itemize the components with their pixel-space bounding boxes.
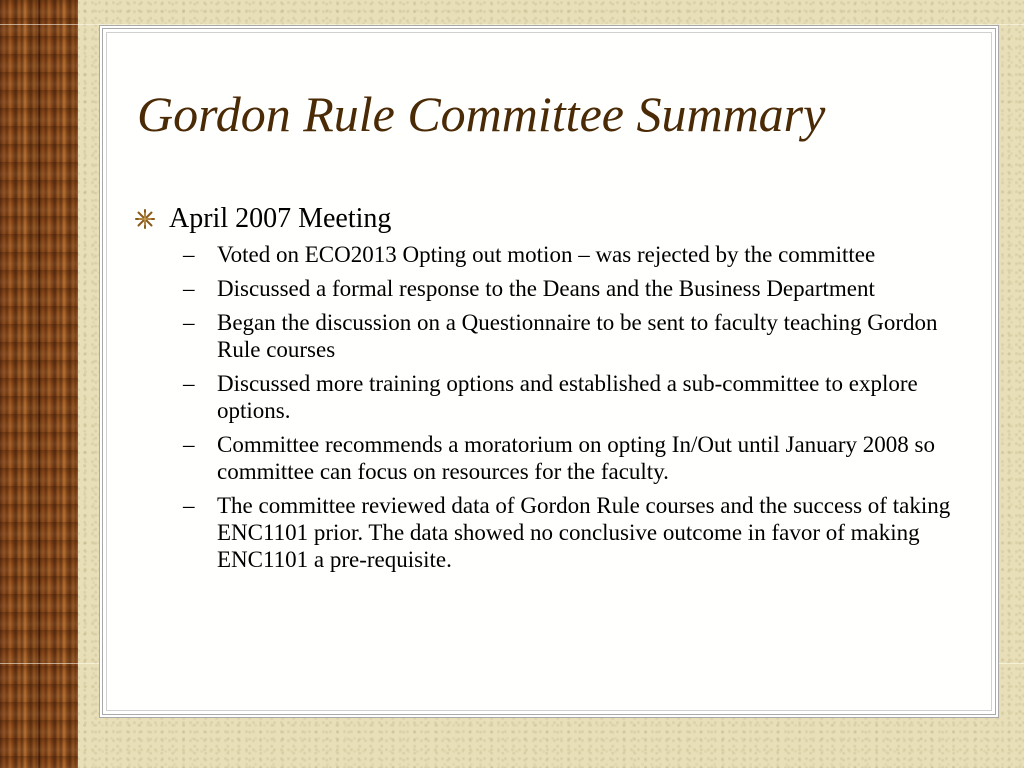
list-item bbox=[183, 275, 985, 302]
list-item-text: Began the discussion on a Questionnaire to be sent to faculty teaching Gordon Rule courses bbox=[217, 310, 938, 362]
list-item bbox=[183, 370, 985, 424]
list-item-text: Voted on ECO2013 Opting out motion – was rejected by the committee bbox=[217, 242, 876, 267]
dash-marker: – bbox=[183, 432, 195, 457]
list-item-text: The committee reviewed data of Gordon Rule courses and the success of taking ENC1101 prior. The data showed no conclusive outcome in favor of making ENC1101 a pre-requisite. bbox=[217, 493, 951, 572]
wood-texture-strip bbox=[0, 0, 78, 768]
sub-bullet-list bbox=[135, 241, 985, 573]
dash-marker: – bbox=[183, 493, 195, 518]
list-item-text: Discussed more training options and established a sub-committee to explore options. bbox=[217, 371, 918, 423]
dash-marker: – bbox=[183, 276, 195, 301]
slide-title: Gordon Rule Committee Summary bbox=[137, 86, 826, 142]
dash-marker: – bbox=[183, 310, 195, 335]
list-item bbox=[183, 492, 985, 573]
meeting-heading: April 2007 Meeting bbox=[169, 203, 392, 234]
slide-inner bbox=[106, 32, 992, 711]
list-item bbox=[183, 309, 985, 363]
list-item bbox=[183, 431, 985, 485]
slide-content bbox=[135, 203, 985, 580]
bullet-level-1 bbox=[135, 203, 985, 235]
star-burst-icon bbox=[135, 209, 155, 229]
list-item bbox=[183, 241, 985, 268]
slide-frame bbox=[99, 25, 999, 718]
list-item-text: Committee recommends a moratorium on opting In/Out until January 2008 so committee can focus on resources for the faculty. bbox=[217, 432, 935, 484]
wood-seam bbox=[38, 0, 40, 768]
dash-marker: – bbox=[183, 371, 195, 396]
dash-marker: – bbox=[183, 242, 195, 267]
list-item-text: Discussed a formal response to the Deans and the Business Department bbox=[217, 276, 875, 301]
